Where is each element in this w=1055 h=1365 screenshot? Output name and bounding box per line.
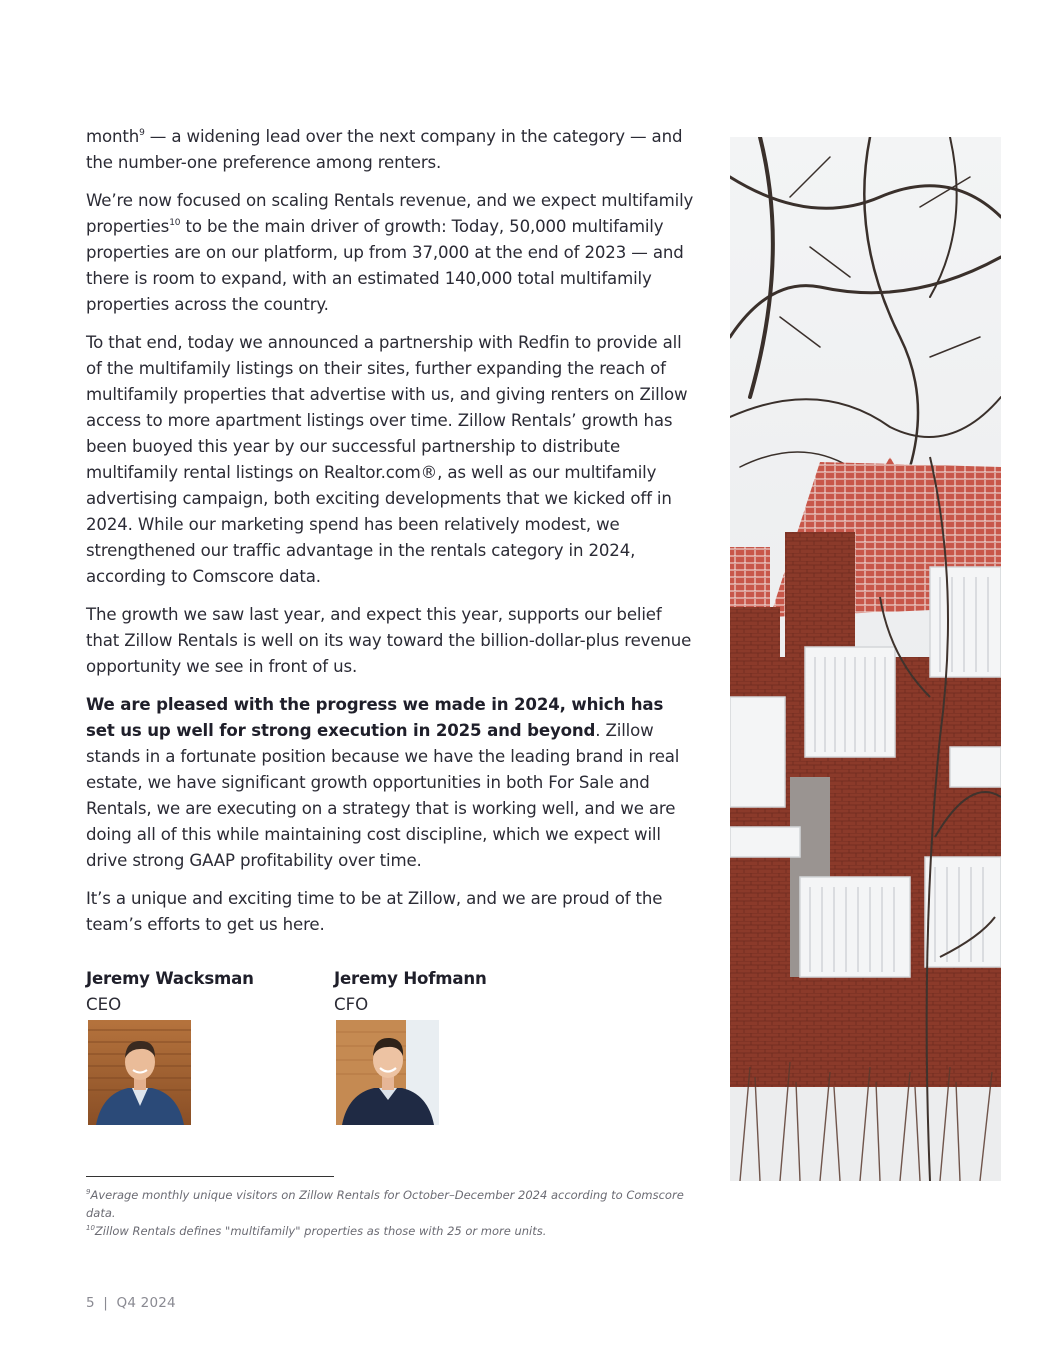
signer-cfo xyxy=(334,966,487,1018)
paragraph-3: To that end, today we announced a partnership with Redfin to provide all of the multifamily listings on their sites, further expanding the reach of multifamily properties that advertise with us, and giving renters on Zillow access to more apartment listings over time. Zillow Rentals’ growth has been buoyed this year by our successful partnership to distribute multifamily rental listings on Realtor.com®, as well as our multifamily advertising campaign, both exciting developments that we kicked off in 2024. While our marketing spend has been relatively modest, we strengthened our traffic advantage in the rentals category in 2024, according to Comscore data. xyxy=(86,333,688,586)
paragraph-5: We are pleased with the progress we made in 2024, which has set us up well for strong execution in 2025 and beyond. Zillow stands in a fortunate position because we have the leading brand in real estate, we have significant growth opportunities in both For Sale and Rentals, we are executing on a strategy that is working well, and we are doing all of this while maintaining cost discipline, which we expect will drive strong GAAP profitability over time. xyxy=(86,695,680,870)
signer-title: CFO xyxy=(334,995,369,1014)
signer-ceo xyxy=(86,966,254,1018)
paragraph-2: We’re now focused on scaling Rentals revenue, and we expect multifamily properties$^{10}$ to be the main driver of growth: Today, 50,000 multifamily properties are on our platform, up from 37,000 at the end of 2023 — and there is room to expand, with an estimated 140,000 total multifamily properties across the country. xyxy=(86,191,694,314)
report-period: Q4 2024 xyxy=(116,1295,176,1311)
letter-body xyxy=(86,124,696,950)
footnotes xyxy=(86,1186,686,1240)
signer-title: CEO xyxy=(86,995,122,1014)
footnote-divider xyxy=(86,1176,334,1177)
footnote-ref-10: 10 xyxy=(169,218,181,228)
signer-name: Jeremy Hofmann xyxy=(334,969,487,988)
cfo-headshot xyxy=(336,1020,439,1125)
signatures xyxy=(86,966,696,1136)
paragraph-1: month$^9$ — a widening lead over the next company in the category — and the number-one preference among renters. xyxy=(86,127,683,172)
footnote-9: $^9$Average monthly unique visitors on Zillow Rentals for October–December 2024 according to Comscore data. xyxy=(86,1188,684,1220)
emphasis-text: We are pleased with the progress we made in 2024, which has set us up well for strong execution in 2025 and beyond xyxy=(86,695,664,740)
footer-separator: | xyxy=(103,1295,109,1311)
page-footer xyxy=(86,1295,176,1311)
paragraph-6: It’s a unique and exciting time to be at Zillow, and we are proud of the team’s efforts to get us here. xyxy=(86,889,663,934)
footnote-10: $^{10}$Zillow Rentals defines "multifamily" properties as those with 25 or more units. xyxy=(86,1224,547,1238)
paragraph-4: The growth we saw last year, and expect this year, supports our belief that Zillow Rentals is well on its way toward the billion-dollar-plus revenue opportunity we see in front of us. xyxy=(86,605,692,676)
page-number: 5 xyxy=(86,1295,95,1311)
snowy-building-photo xyxy=(730,137,1001,1181)
signer-name: Jeremy Wacksman xyxy=(86,969,254,988)
footnote-ref-9: 9 xyxy=(139,128,145,138)
ceo-headshot xyxy=(88,1020,191,1125)
